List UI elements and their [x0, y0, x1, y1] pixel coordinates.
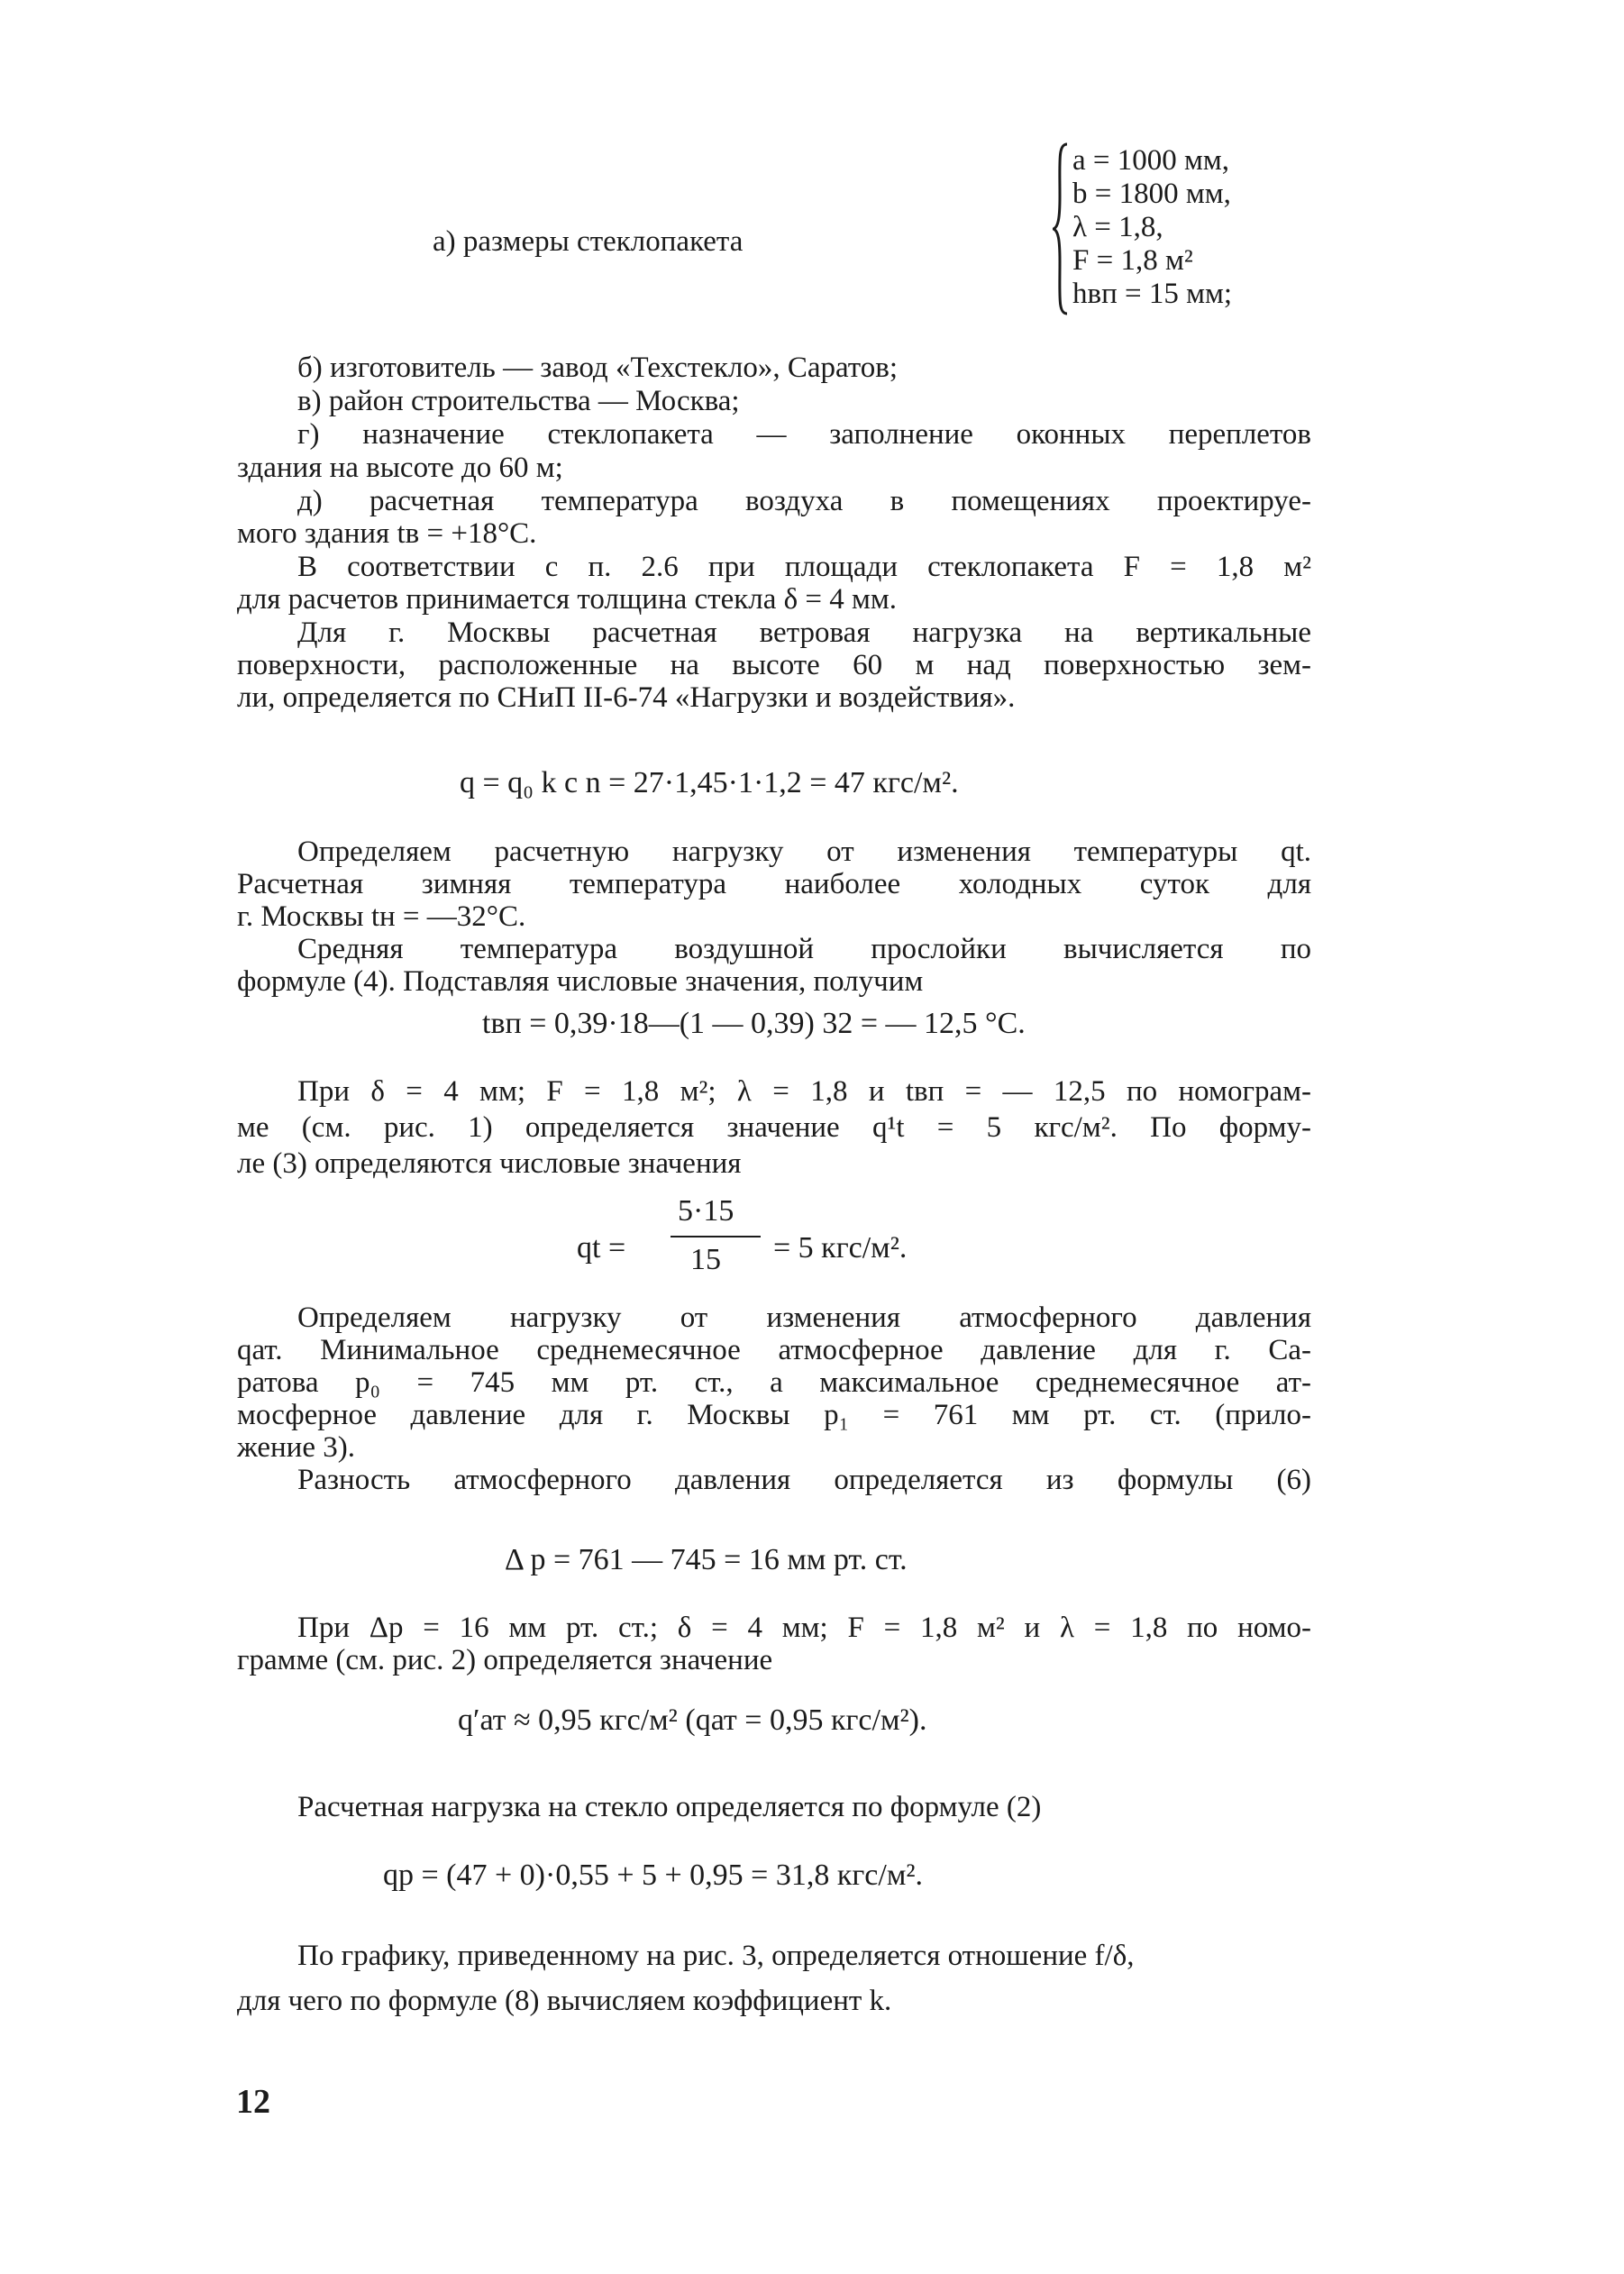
para3-line1: Определяем расчетную нагрузку от изменения температуры qt. — [297, 836, 1311, 868]
para10-line1: По графику, приведенному на рис. 3, определяется отношение f/δ, — [297, 1940, 1135, 1972]
dimension-h: hвп = 15 мм; — [1072, 278, 1233, 310]
para6-line4: мосферное давление для г. Москвы p₁ = 761 мм рт. ст. (прило- — [237, 1399, 1311, 1431]
temperature-load-fraction — [678, 1194, 768, 1284]
para7: Разность атмосферного давления определяется из формулы (6) — [297, 1464, 1311, 1496]
item-v: в) район строительства — Москва; — [297, 385, 740, 417]
item-g-line2: здания на высоте до 60 м; — [237, 452, 563, 484]
para5-line1: При δ = 4 мм; F = 1,8 м²; λ = 1,8 и tвп = — 12,5 по номограм- — [297, 1075, 1311, 1108]
glass-unit-dimensions-label: а) размеры стеклопакета — [433, 225, 744, 258]
item-b: б) изготовитель — завод «Техстекло», Саратов; — [297, 352, 899, 384]
fraction-numerator: 5·15 — [678, 1194, 734, 1228]
item-d-line2: мого здания tв = +18°С. — [237, 517, 537, 550]
air-gap-temperature-formula: tвп = 0,39·18—(1 — 0,39) 32 = — 12,5 °С. — [482, 1007, 1026, 1040]
pressure-load-formula: q′ат ≈ 0,95 кгс/м² (qат = 0,95 кгс/м²). — [458, 1703, 927, 1737]
para3-line3: г. Москвы tн = —32°С. — [237, 900, 526, 933]
para10-line2: для чего по формуле (8) вычисляем коэффициент k. — [237, 1985, 892, 2017]
para2-line2: поверхности, расположенные на высоте 60 м над поверхностью зем- — [237, 649, 1311, 681]
para1-line1: В соответствии с п. 2.6 при площади стеклопакета F = 1,8 м² — [297, 551, 1311, 583]
para3-line2: Расчетная зимняя температура наиболее холодных суток для — [237, 868, 1311, 900]
para6-line1: Определяем нагрузку от изменения атмосферного давления — [297, 1301, 1311, 1334]
fraction-denominator: 15 — [690, 1243, 721, 1276]
dimension-list — [1072, 144, 1232, 311]
para8-line1: При Δp = 16 мм рт. ст.; δ = 4 мм; F = 1,8 м² и λ = 1,8 по номо- — [297, 1612, 1311, 1644]
para9: Расчетная нагрузка на стекло определяется по формуле (2) — [297, 1791, 1042, 1823]
para6-line5: жение 3). — [237, 1431, 355, 1464]
dimension-a: a = 1000 мм, — [1072, 144, 1230, 177]
para5-line3: ле (3) определяются числовые значения — [237, 1147, 742, 1180]
dimension-lambda: λ = 1,8, — [1072, 211, 1163, 243]
temperature-load-lhs: qt = — [577, 1231, 626, 1265]
para2-line1: Для г. Москвы расчетная ветровая нагрузка на вертикальные — [297, 616, 1311, 649]
dimension-b: b = 1800 мм, — [1072, 178, 1231, 210]
para2-line3: ли, определяется по СНиП II-6-74 «Нагрузки и воздействия». — [237, 681, 1016, 714]
para4-line1: Средняя температура воздушной прослойки вычисляется по — [297, 933, 1311, 965]
dimension-f: F = 1,8 м² — [1072, 244, 1193, 277]
curly-brace — [1053, 142, 1071, 315]
para4-line2: формуле (4). Подставляя числовые значения, получим — [237, 965, 924, 998]
temperature-load-rhs: = 5 кгс/м². — [773, 1231, 908, 1265]
item-g-line1: г) назначение стеклопакета — заполнение оконных переплетов — [297, 418, 1311, 451]
para8-line2: грамме (см. рис. 2) определяется значение — [237, 1644, 773, 1676]
fraction-bar — [671, 1236, 761, 1237]
page-number: 12 — [236, 2083, 270, 2121]
para1-line2: для расчетов принимается толщина стекла δ = 4 мм. — [237, 583, 898, 616]
design-load-formula: qр = (47 + 0)·0,55 + 5 + 0,95 = 31,8 кгс/м². — [383, 1858, 924, 1892]
item-d-line1: д) расчетная температура воздуха в помещениях проектируе- — [297, 485, 1311, 517]
wind-load-formula: q = q₀ k c n = 27·1,45·1·1,2 = 47 кгс/м². — [460, 766, 959, 799]
para6-line2: qат. Минимальное среднемесячное атмосферное давление для г. Са- — [237, 1334, 1311, 1366]
pressure-difference-formula: Δ p = 761 — 745 = 16 мм рт. ст. — [505, 1543, 908, 1576]
para5-line2: ме (см. рис. 1) определяется значение q¹t = 5 кгс/м². По форму- — [237, 1111, 1311, 1144]
para6-line3: ратова p₀ = 745 мм рт. ст., а максимальное среднемесячное ат- — [237, 1366, 1311, 1399]
